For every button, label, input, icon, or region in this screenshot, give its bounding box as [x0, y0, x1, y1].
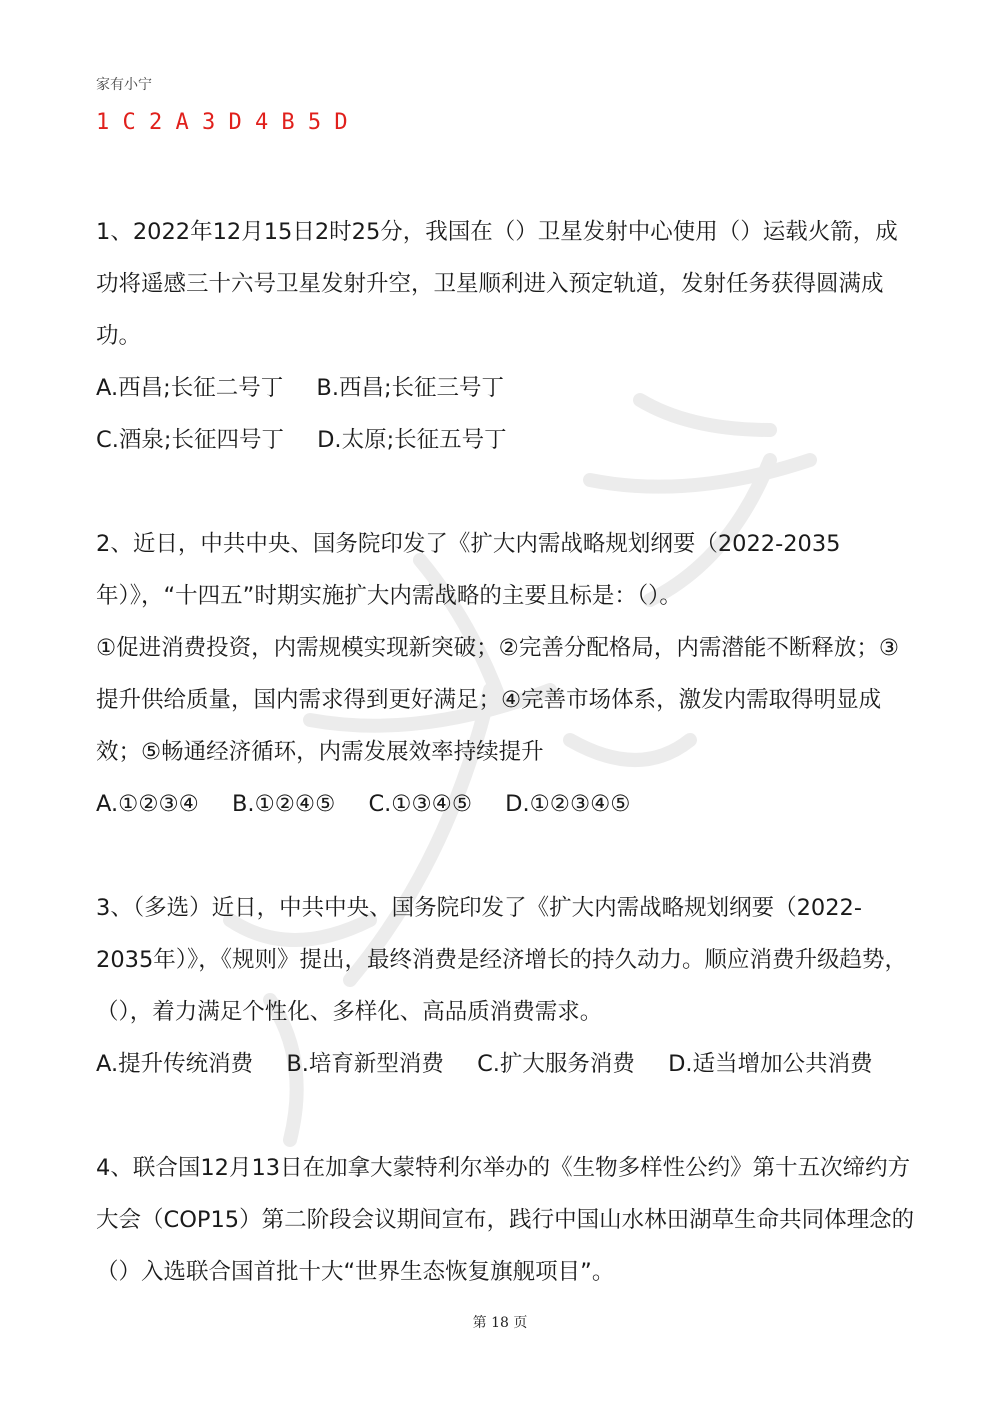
page-header: 家有小宁 — [96, 77, 152, 93]
answer-key: 1 C 2 A 3 D 4 B 5 D — [96, 110, 348, 135]
question-1-options — [96, 362, 916, 414]
question-2-text: 2、近日，中共中央、国务院印发了《扩大内需战略规划纲要（2022-2035年）》，“十四五”时期实施扩大内需战略的主要且标是：（）。 — [96, 531, 841, 609]
question-1-text: 1、2022年12月15日2时25分，我国在（）卫星发射中心使用（）运载火箭，成功将遥感三十六号卫星发射升空，卫星顺利进入预定轨道，发射任务获得圆满成功。 — [96, 219, 898, 349]
option-a: A.提升传统消费 — [96, 1051, 254, 1077]
option-d: D.太原;长征五号丁 — [317, 427, 507, 453]
question-3-text: 3、（多选）近日，中共中央、国务院印发了《扩大内需战略规划纲要（2022-2035年）》，《规则》提出，最终消费是经济增长的持久动力。顺应消费升级趋势，（），着力满足个性化、多样化、高品质消费需求。 — [96, 895, 908, 1025]
question-1 — [96, 206, 916, 466]
question-4-text: 4、联合国12月13日在加拿大蒙特利尔举办的《生物多样性公约》第十五次缔约方大会（COP15）第二阶段会议期间宣布，践行中国山水林田湖草生命共同体理念的（）入选联合国首批十大“世界生态恢复旗舰项目”。 — [96, 1155, 915, 1285]
question-3-options — [96, 1038, 916, 1090]
question-2-options — [96, 778, 916, 830]
question-list — [96, 206, 916, 1350]
option-d: D.适当增加公共消费 — [668, 1051, 873, 1077]
option-a: A.①②③④ — [96, 791, 199, 817]
option-c: C.①③④⑤ — [368, 791, 472, 817]
option-d: D.①②③④⑤ — [505, 791, 631, 817]
option-b: B.培育新型消费 — [286, 1051, 444, 1077]
question-2-items: ①促进消费投资，内需规模实现新突破；②完善分配格局，内需潜能不断释放；③提升供给质量，国内需求得到更好满足；④完善市场体系，激发内需取得明显成效；⑤畅通经济循环，内需发展效率持续提升 — [96, 635, 900, 765]
option-b: B.①②④⑤ — [232, 791, 336, 817]
question-1-options-2 — [96, 414, 916, 466]
option-c: C.扩大服务消费 — [477, 1051, 635, 1077]
question-4 — [96, 1142, 916, 1298]
option-b: B.西昌;长征三号丁 — [316, 375, 505, 401]
option-c: C.酒泉;长征四号丁 — [96, 427, 284, 453]
option-a: A.西昌;长征二号丁 — [96, 375, 284, 401]
page-number: 第 18 页 — [472, 1315, 528, 1331]
question-2 — [96, 518, 916, 830]
question-3 — [96, 882, 916, 1090]
